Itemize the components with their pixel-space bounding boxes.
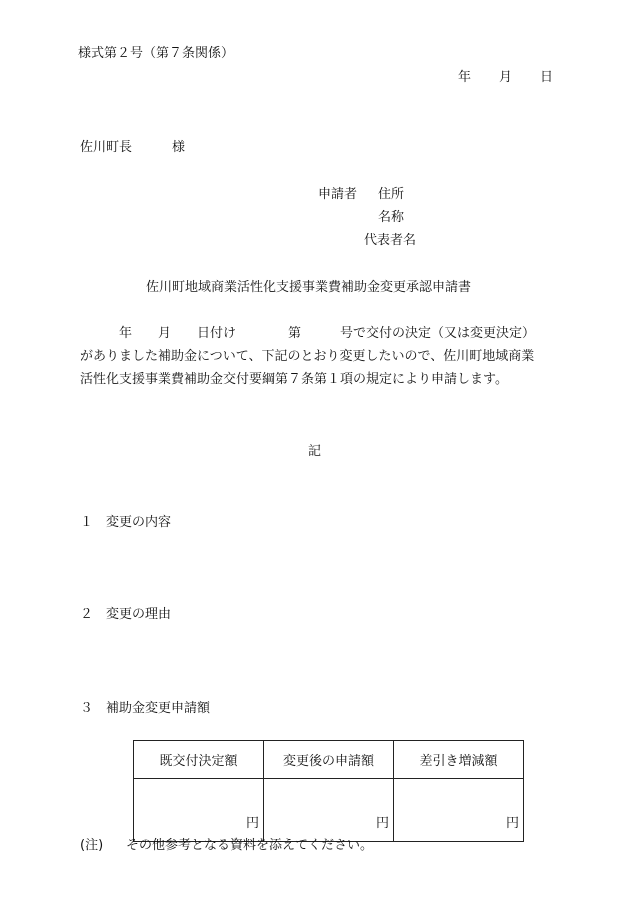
ki-heading: 記	[308, 444, 322, 459]
addressee	[80, 136, 185, 155]
section-number: ２	[80, 607, 94, 622]
section-label: 変更の理由	[106, 607, 172, 622]
body-line-3: 活性化支援事業費補助金交付要綱第７条第１項の規定により申請します。	[80, 372, 508, 387]
date-line	[458, 66, 553, 85]
applicant-role: 申請者	[318, 187, 358, 202]
applicant-block	[318, 183, 416, 252]
section-number: １	[80, 515, 94, 530]
header-new-amount: 変更後の申請額	[264, 741, 394, 779]
body-line-2: がありました補助金について、下記のとおり変更したいので、佐川町地域商業	[80, 349, 535, 364]
date-day-label: 日	[540, 70, 554, 85]
table-header-row	[134, 741, 524, 779]
section-label: 補助金変更申請額	[106, 701, 211, 716]
date-year-label: 年	[458, 70, 472, 85]
document-title: 佐川町地域商業活性化支援事業費補助金変更承認申請書	[146, 280, 472, 295]
table-row	[134, 779, 524, 842]
representative-label: 代表者名	[364, 233, 417, 248]
address-label: 住所	[378, 187, 405, 202]
section-label: 変更の内容	[106, 515, 172, 530]
name-label: 名称	[378, 210, 405, 225]
addressee-name: 佐川町長	[80, 140, 133, 155]
body-line-1: 年 月 日付け 第 号で交付の決定（又は変更決定）	[119, 326, 536, 341]
difference-cell[interactable]: 円	[394, 779, 524, 842]
section-number: ３	[80, 701, 94, 716]
new-amount-cell[interactable]: 円	[264, 779, 394, 842]
note-tag: (注)	[80, 838, 104, 853]
header-difference: 差引き増減額	[394, 741, 524, 779]
addressee-honorific: 様	[172, 140, 186, 155]
section-change-content	[80, 511, 171, 530]
header-decided-amount: 既交付決定額	[134, 741, 264, 779]
decided-amount-cell[interactable]: 円	[134, 779, 264, 842]
section-amount	[80, 697, 210, 716]
note-text: その他参考となる資料を添えてください。	[126, 838, 374, 853]
date-month-label: 月	[499, 70, 513, 85]
form-number: 様式第２号（第７条関係）	[78, 46, 235, 61]
amount-table	[133, 740, 524, 842]
body-paragraph	[80, 322, 560, 391]
section-change-reason	[80, 603, 171, 622]
footnote	[80, 834, 373, 853]
